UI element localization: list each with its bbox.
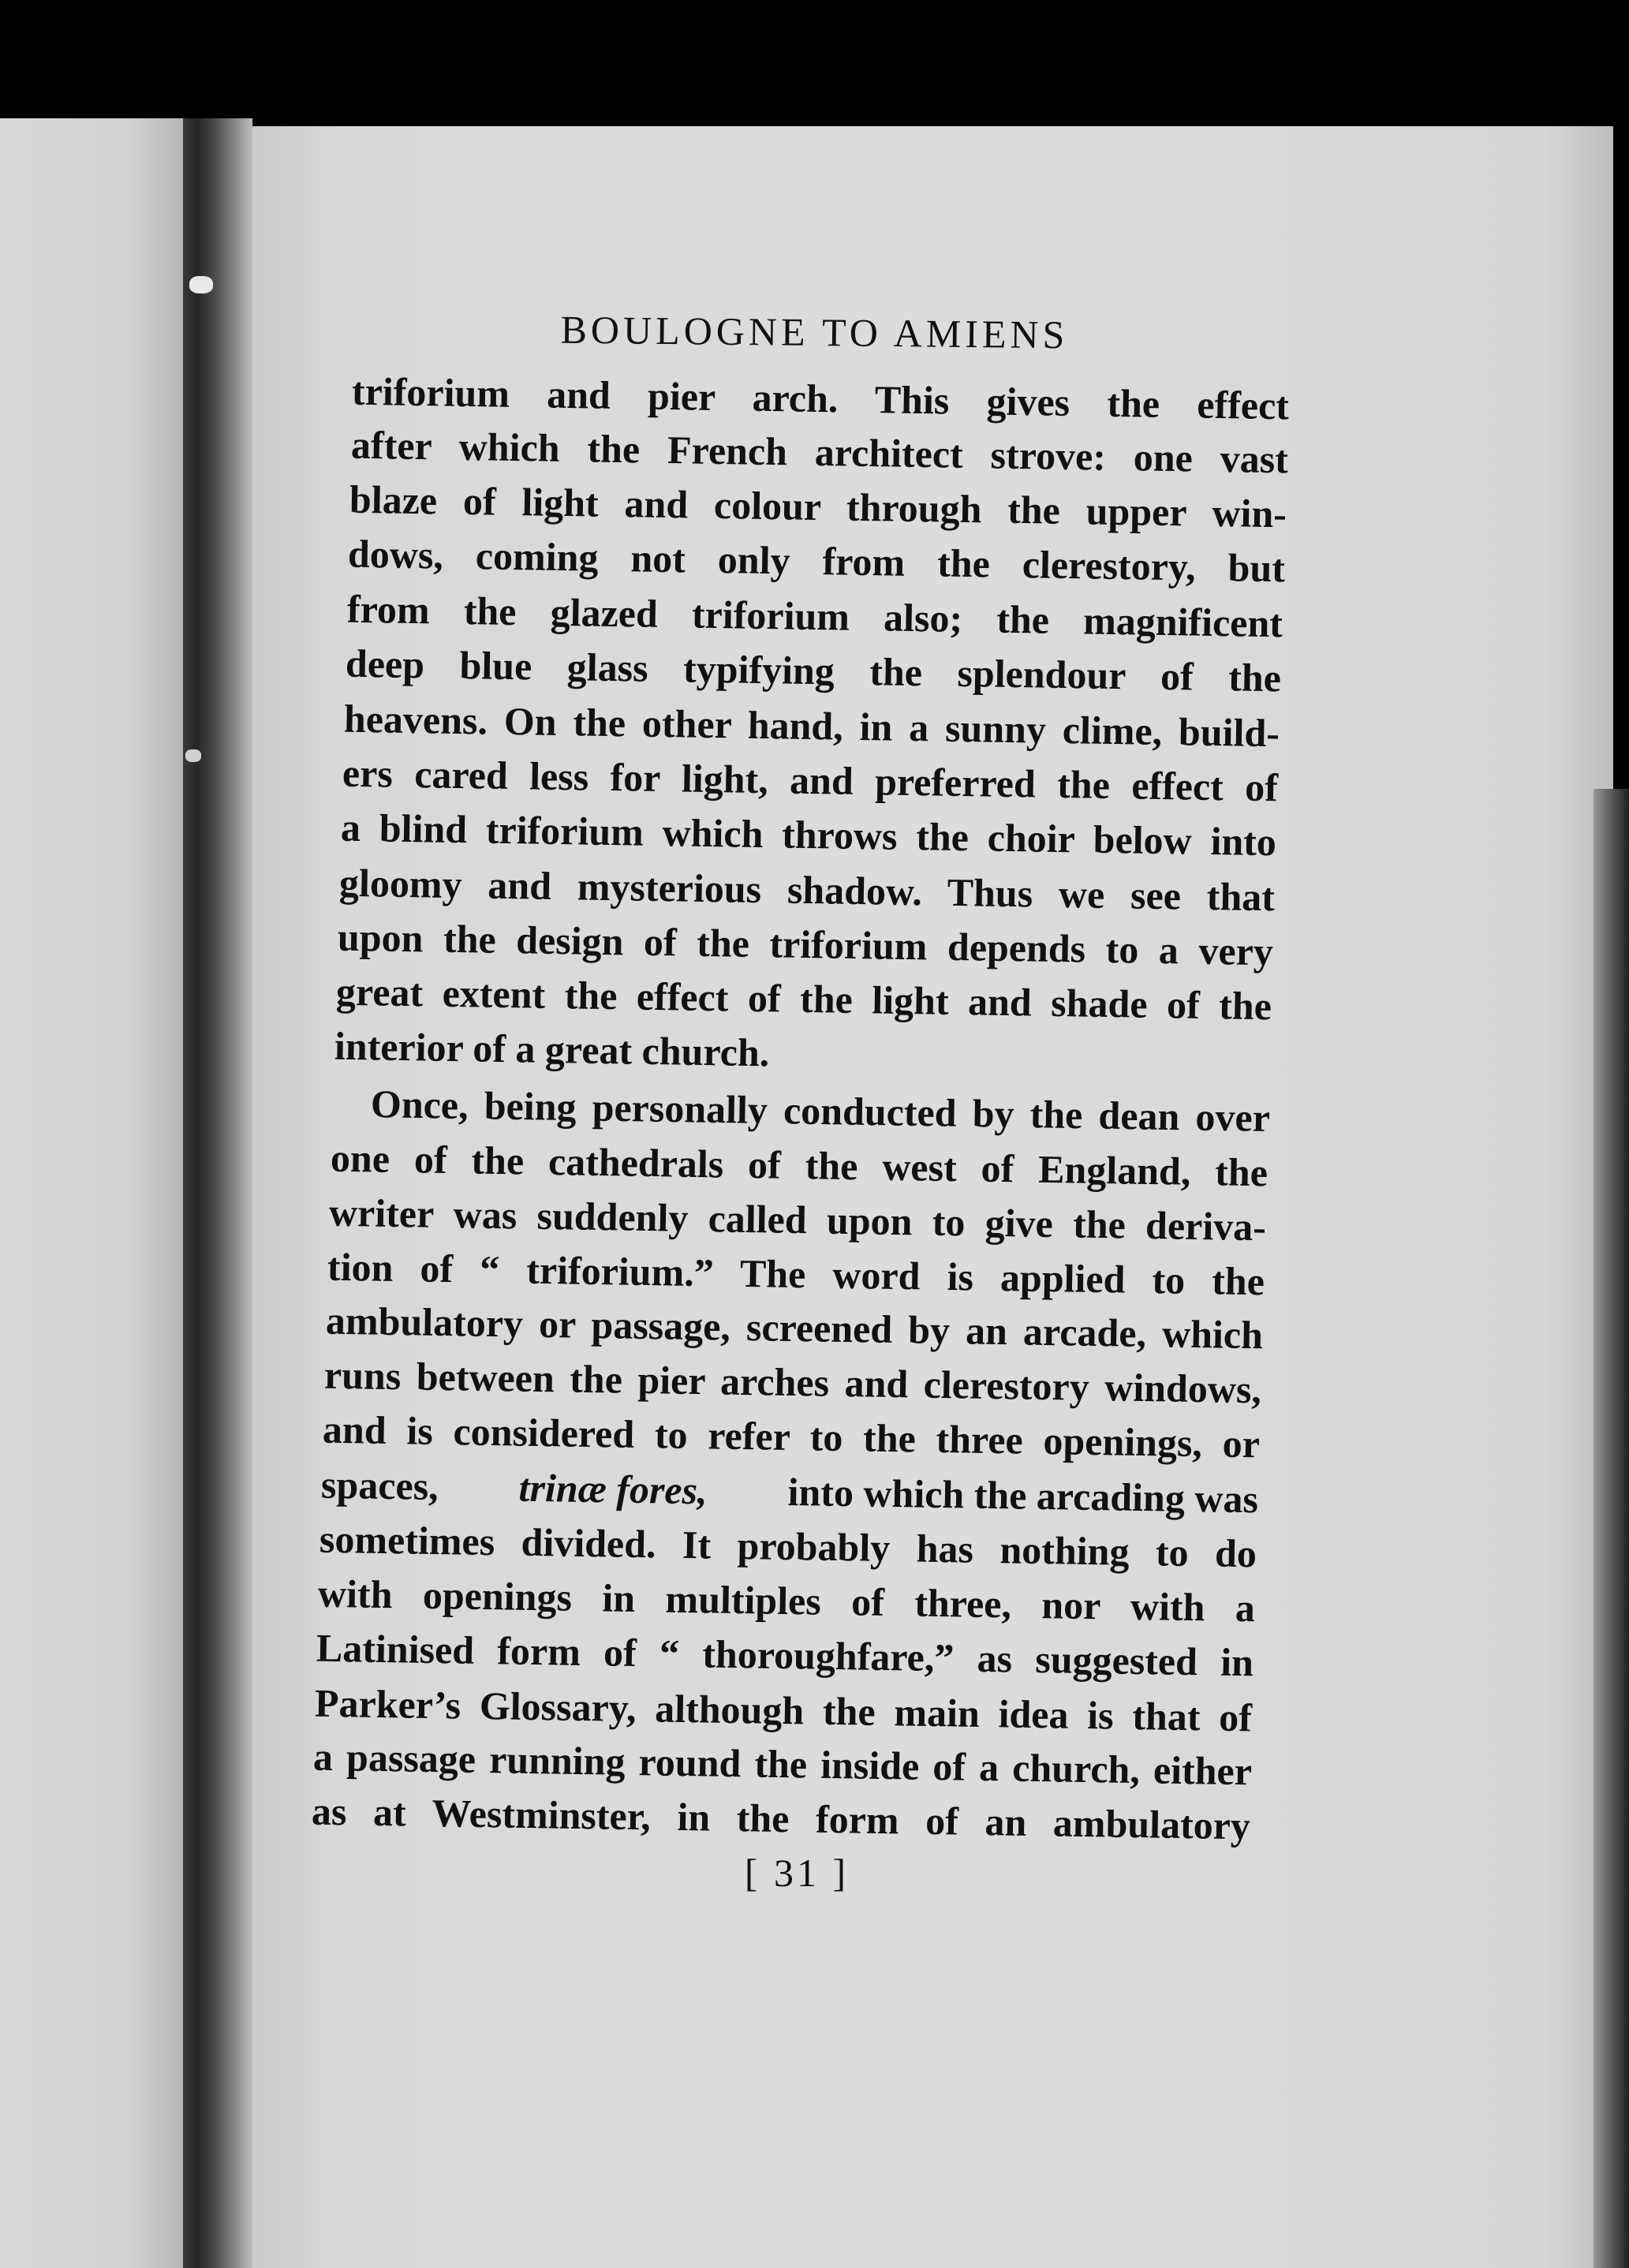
text-line: one of the cathedrals of the west of England, the <box>330 1135 1268 1195</box>
text-line: Once, being personally conducted by the dean over <box>370 1082 1271 1140</box>
text-line: deep blue glass typifying the splendour of the <box>345 641 1282 701</box>
text-line: tion of “ triforium.” The word is applied to the <box>327 1244 1265 1304</box>
text-line: a passage running round the inside of a church, either <box>312 1734 1253 1794</box>
left-page-edge <box>0 118 183 2268</box>
text-fragment: spaces, <box>320 1462 439 1509</box>
text-line: interior of a great church. <box>334 1023 770 1075</box>
text-line: dows, coming not only from the clerestory, but <box>347 531 1286 591</box>
text-line: triforium and pier arch. This gives the effect <box>351 368 1290 428</box>
text-line: runs between the pier arches and clerestory windows, <box>323 1352 1262 1412</box>
text-line: blaze of light and colour through the upper win- <box>349 476 1287 536</box>
latin-phrase: trinæ fores, <box>518 1465 708 1513</box>
running-head: BOULOGNE TO AMIENS <box>560 307 1069 357</box>
page-number: [ 31 ] <box>744 1851 850 1895</box>
text-line: with openings in multiples of three, nor with a <box>317 1571 1256 1631</box>
text-line: as at Westminster, in the form of an ambulatory <box>311 1788 1251 1848</box>
text-line: great extent the effect of the light and shade of the <box>335 969 1272 1029</box>
text-line: sometimes divided. It probably has nothing to do <box>319 1516 1257 1576</box>
text-line: from the glazed triforium also; the magnificent <box>346 586 1283 646</box>
text-line: Latinised form of “ thoroughfare,” as suggested in <box>316 1625 1254 1685</box>
text-line: ambulatory or passage, screened by an arcade, which <box>325 1298 1264 1358</box>
text-line: heavens. On the other hand, in a sunny clime, build- <box>343 696 1280 756</box>
text-line: writer was suddenly called upon to give the deriva- <box>328 1190 1267 1250</box>
text-line: and is considered to refer to the three openings, or <box>322 1407 1261 1467</box>
text-line: ers cared less for light, and preferred the effect of <box>342 750 1279 810</box>
text-fragment: into which the arcading was <box>787 1469 1259 1522</box>
scan-speck <box>185 749 201 762</box>
text-line: upon the design of the triforium depends to a very <box>337 914 1274 974</box>
text-line: Parker’s Glossary, although the main idea is that of <box>314 1680 1253 1740</box>
right-page-shadow <box>1594 789 1629 2268</box>
text-line: gloomy and mysterious shadow. Thus we see that <box>338 860 1276 920</box>
scan-speck <box>189 276 213 293</box>
text-line: after which the French architect strove: one vast <box>350 422 1289 482</box>
book-gutter <box>183 118 252 2268</box>
text-line: a blind triforium which throws the choir below into <box>340 805 1277 865</box>
